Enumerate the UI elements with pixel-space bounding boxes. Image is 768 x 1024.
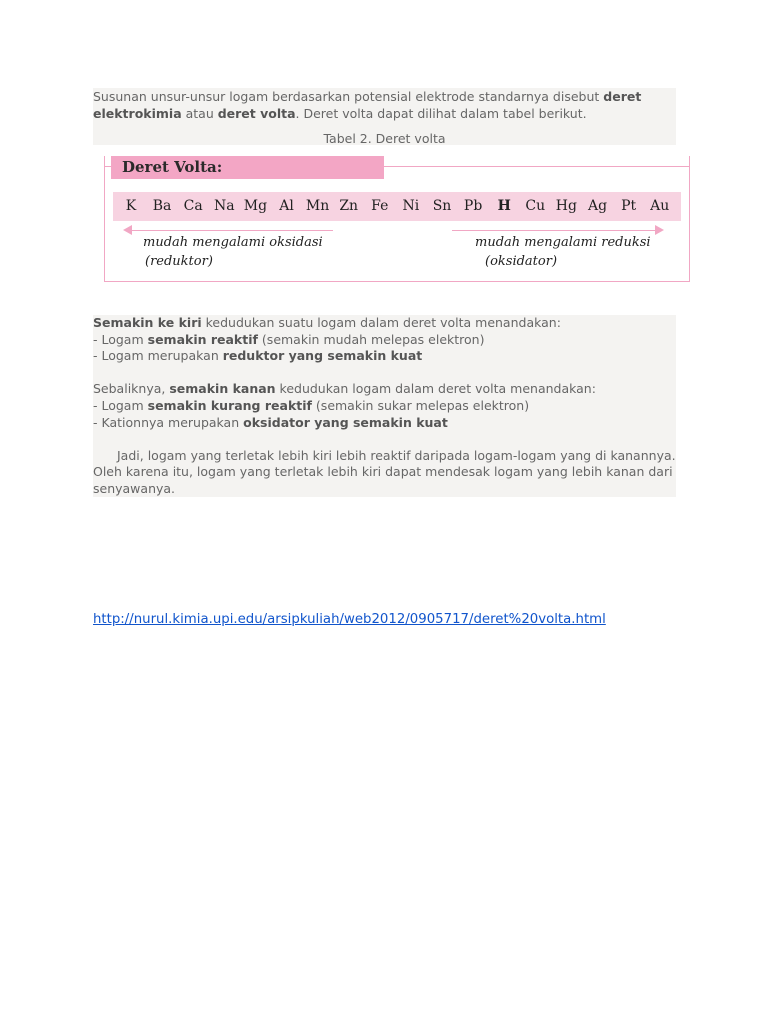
element-mg: Mg (243, 198, 268, 214)
explain-line-4 (93, 381, 676, 398)
intro-block (93, 88, 676, 145)
explain-line-5-text-1: - Logam (93, 397, 148, 413)
element-cu: Cu (525, 198, 546, 214)
reduction-label-line-1: mudah mengalami reduksi (475, 235, 651, 250)
reduction-label (475, 233, 651, 271)
explain-line-2-text-1: - Logam (93, 331, 148, 347)
explain-line-4-text-2: kedudukan logam dalam deret volta menandakan: (275, 381, 596, 397)
explain-line-4-text-1: Sebaliknya, (93, 381, 170, 397)
arrow-right-icon (452, 230, 662, 231)
intro-text-1: Susunan unsur-unsur logam berdasarkan potensial elektrode standarnya disebut (93, 89, 604, 104)
explanation-block (93, 315, 676, 497)
explain-line-5-text-2: (semakin sukar melepas elektron) (311, 397, 530, 413)
reduction-label-line-2: (oksidator) (485, 254, 558, 269)
element-ba: Ba (152, 198, 172, 214)
term-reduktor: reduktor yang semakin kuat (222, 348, 423, 364)
arrow-left-icon (125, 230, 333, 231)
oxidation-label-line-1: mudah mengalami oksidasi (143, 235, 323, 250)
term-semakin-ke-kiri: Semakin ke kiri (93, 315, 202, 330)
intro-text (93, 88, 676, 122)
explain-line-2-text-2: (semakin mudah melepas elektron) (257, 331, 485, 347)
explain-line-1-text: kedudukan suatu logam dalam deret volta menandakan: (201, 315, 561, 330)
element-na: Na (213, 198, 235, 214)
term-deret-elektrokimia: deret elektrokimia (93, 89, 642, 121)
intro-text-2: atau (181, 105, 218, 121)
term-kurang-reaktif: semakin kurang reaktif (147, 397, 312, 413)
explain-line-1 (93, 315, 676, 332)
conclusion-paragraph: Jadi, logam yang terletak lebih kiri lebih reaktif daripada logam-logam yang di kanannya. Oleh karena itu, logam yang terletak lebih kiri dapat mendesak logam yang lebih kanan dari senyawanya. (93, 447, 676, 496)
element-ag: Ag (587, 198, 608, 214)
element-au: Au (650, 198, 670, 214)
element-h: H (497, 198, 511, 214)
term-semakin-kanan: semakin kanan (169, 381, 276, 397)
element-pb: Pb (463, 198, 483, 214)
element-hg: Hg (555, 198, 577, 214)
explain-line-3 (93, 348, 676, 365)
element-series-band (113, 192, 681, 221)
element-ca: Ca (183, 198, 203, 214)
element-sn: Sn (432, 198, 452, 214)
term-deret-volta: deret volta (217, 105, 296, 121)
element-al: Al (279, 198, 294, 214)
element-fe: Fe (371, 198, 389, 214)
element-k: K (125, 198, 137, 214)
intro-text-3: . Deret volta dapat dilihat dalam tabel berikut. (295, 105, 587, 121)
explain-line-6-text: - Kationnya merupakan (93, 414, 244, 430)
explain-line-2 (93, 332, 676, 349)
element-pt: Pt (621, 198, 637, 214)
source-link[interactable]: http://nurul.kimia.upi.edu/arsipkuliah/web2012/0905717/deret%20volta.html (93, 612, 606, 627)
element-ni: Ni (402, 198, 420, 214)
deret-volta-figure (104, 156, 690, 282)
explain-line-3-text: - Logam merupakan (93, 348, 223, 364)
explain-line-6 (93, 415, 676, 432)
spacer (93, 431, 676, 448)
element-mn: Mn (305, 198, 330, 214)
element-zn: Zn (339, 198, 359, 214)
oxidation-label (143, 233, 323, 271)
table-caption: Tabel 2. Deret volta (323, 131, 446, 147)
oxidation-label-line-2: (reduktor) (145, 254, 213, 269)
figure-title: Deret Volta: (111, 156, 384, 179)
explain-line-5 (93, 398, 676, 415)
spacer (93, 365, 676, 382)
term-semakin-reaktif: semakin reaktif (147, 331, 258, 347)
term-oksidator: oksidator yang semakin kuat (243, 414, 448, 430)
